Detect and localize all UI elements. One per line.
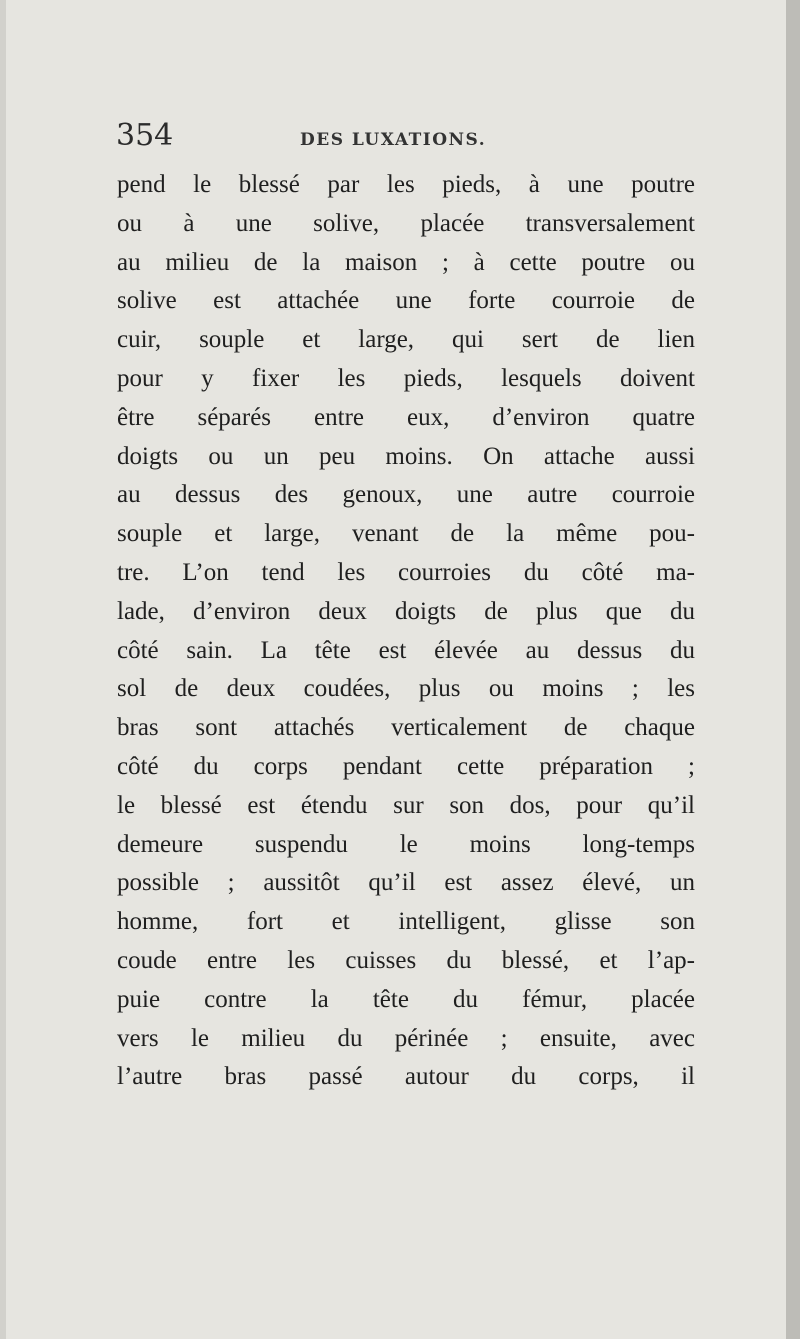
text-line: souple et large, venant de la même pou- <box>117 520 695 548</box>
text-line: puie contre la tête du fémur, placée <box>117 985 695 1013</box>
text-line: au milieu de la maison ; à cette poutre ou <box>117 248 695 276</box>
text-line: côté sain. La tête est élevée au dessus du <box>117 636 695 664</box>
text-line: doigts ou un peu moins. On attache aussi <box>117 442 695 470</box>
text-line: pend le blessé par les pieds, à une poutre <box>117 171 695 198</box>
text-line: bras sont attachés verticalement de chaque <box>117 714 695 742</box>
page-right-edge <box>786 0 800 1339</box>
page-header <box>116 118 696 162</box>
text-line: cuir, souple et large, qui sert de lien <box>117 326 695 354</box>
text-line: au dessus des genoux, une autre courroie <box>117 481 695 509</box>
text-line: côté du corps pendant cette préparation ; <box>117 752 695 780</box>
text-line: le blessé est étendu sur son dos, pour qu’il <box>117 791 695 819</box>
text-line: l’autre bras passé autour du corps, il <box>117 1063 695 1091</box>
text-line: être séparés entre eux, d’environ quatre <box>117 403 695 431</box>
body-text <box>117 166 695 1097</box>
text-line: pour y fixer les pieds, lesquels doivent <box>117 364 695 392</box>
page-number: 354 <box>116 118 174 153</box>
text-line: coude entre les cuisses du blessé, et l’ap- <box>117 946 695 974</box>
text-line: ou à une solive, placée transversalement <box>117 209 695 237</box>
page-left-edge <box>0 0 6 1339</box>
text-line: homme, fort et intelligent, glisse son <box>117 908 695 936</box>
text-line: demeure suspendu le moins long-temps <box>117 830 695 858</box>
text-line: vers le milieu du périnée ; ensuite, avec <box>117 1024 695 1052</box>
text-line: sol de deux coudées, plus ou moins ; les <box>117 675 695 703</box>
text-line: possible ; aussitôt qu’il est assez élevé, un <box>117 869 695 897</box>
text-line: tre. L’on tend les courroies du côté ma- <box>117 558 695 586</box>
text-line: solive est attachée une forte courroie de <box>117 287 695 315</box>
running-head: DES LUXATIONS. <box>300 130 487 150</box>
text-line: lade, d’environ deux doigts de plus que du <box>117 597 695 625</box>
